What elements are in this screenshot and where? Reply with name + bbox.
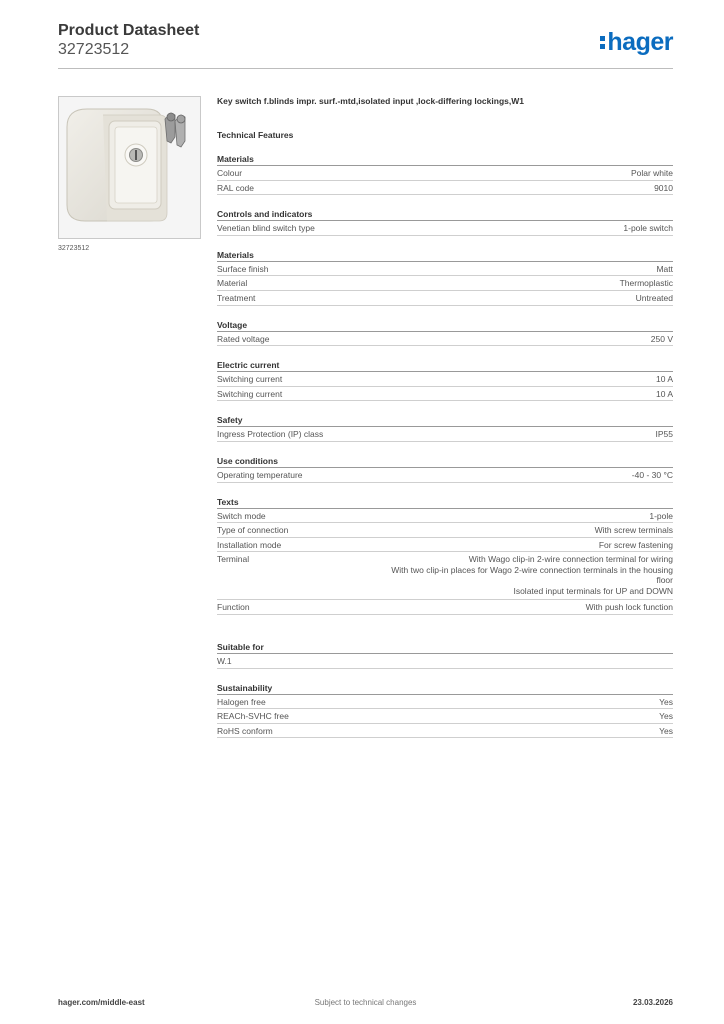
section-title: Use conditions: [217, 456, 673, 468]
spec-label: RAL code: [217, 182, 255, 193]
footer-website-link[interactable]: hager.com/middle-east: [58, 998, 145, 1007]
spec-row: [217, 221, 673, 236]
spec-label: Terminal: [217, 554, 250, 565]
spec-label: Ingress Protection (IP) class: [217, 429, 324, 440]
key-switch-icon: [59, 97, 200, 238]
spec-row: [217, 724, 673, 739]
spec-value: With screw terminals: [594, 525, 673, 536]
spec-row: [217, 468, 673, 483]
logo-dots-icon: [600, 36, 605, 49]
spec-value: [391, 554, 673, 596]
spec-value: 250 V: [650, 333, 673, 344]
section-title: Texts: [217, 497, 673, 509]
spec-row: [217, 654, 673, 669]
spec-value-line: With two clip-in places for Wago 2-wire connection terminals in the housing: [391, 564, 673, 575]
spec-row: [217, 523, 673, 538]
spec-section-materials: [217, 154, 673, 195]
spec-section-suitable-for: [217, 642, 673, 669]
spec-value-line: Isolated input terminals for UP and DOWN: [513, 585, 673, 596]
footer-date: 23.03.2026: [632, 998, 673, 1007]
spec-row: [217, 387, 673, 402]
spec-value: 1-pole switch: [623, 223, 673, 234]
section-title: Sustainability: [217, 683, 673, 695]
spec-value: Yes: [659, 725, 673, 736]
page-footer: [58, 998, 673, 1010]
spec-label: Surface finish: [217, 263, 269, 274]
spec-label: Installation mode: [217, 539, 282, 550]
spec-section-use-conditions: [217, 456, 673, 483]
spec-section-voltage: [217, 320, 673, 347]
spec-row: [217, 276, 673, 291]
spec-value-line: With Wago clip-in 2-wire connection terminal for wiring: [468, 554, 673, 565]
footer-note: Subject to technical changes: [314, 998, 417, 1007]
product-number: 32723512: [58, 41, 130, 58]
spec-label: RoHS conform: [217, 725, 273, 736]
spec-value-line: floor: [656, 575, 673, 586]
spec-section-materials-2: [217, 250, 673, 306]
product-image: [58, 96, 201, 239]
spec-row: [217, 291, 673, 306]
hager-logo: [600, 28, 673, 56]
page-header: [58, 22, 673, 69]
spec-section-electric-current: [217, 360, 673, 401]
spec-label: Function: [217, 602, 250, 613]
spec-label: Treatment: [217, 292, 256, 303]
technical-features-title: Technical Features: [217, 130, 294, 140]
product-description: Key switch f.blinds impr. surf.-mtd,isolated input ,lock-differing lockings,W1: [217, 96, 524, 106]
spec-label: Material: [217, 278, 248, 289]
section-title: Voltage: [217, 320, 673, 332]
spec-value: 10 A: [655, 374, 673, 385]
logo-text: hager: [607, 27, 673, 56]
spec-label: Type of connection: [217, 525, 289, 536]
spec-label: Colour: [217, 168, 243, 178]
spec-row: [217, 181, 673, 196]
spec-value: Matt: [656, 263, 673, 274]
spec-label: Switching current: [217, 388, 283, 399]
spec-row: [217, 262, 673, 277]
spec-value: 10 A: [655, 388, 673, 399]
spec-value: Yes: [659, 696, 673, 707]
spec-value: For screw fastening: [598, 539, 673, 550]
spec-value: -40 - 30 °C: [631, 469, 673, 480]
spec-section-sustainability: [217, 683, 673, 739]
spec-section-controls: [217, 209, 673, 236]
spec-section-texts: [217, 497, 673, 615]
spec-label: Rated voltage: [217, 333, 270, 344]
page-title: Product Datasheet: [58, 22, 200, 39]
spec-label: Halogen free: [217, 696, 266, 707]
spec-value: 1-pole: [649, 510, 673, 521]
spec-value: Thermoplastic: [619, 278, 673, 289]
spec-value: With push lock function: [585, 602, 673, 613]
spec-label: Venetian blind switch type: [217, 223, 315, 234]
spec-value: 9010: [654, 182, 673, 193]
image-caption: 32723512: [58, 245, 90, 252]
spec-value: Untreated: [635, 292, 673, 303]
spec-row: [217, 709, 673, 724]
spec-value: Yes: [659, 711, 673, 722]
spec-label: REACh-SVHC free: [217, 711, 289, 722]
spec-content: [217, 96, 673, 738]
spec-row: [217, 509, 673, 524]
spec-row-terminal: [217, 552, 673, 600]
header-divider: [58, 68, 673, 69]
spec-row: [217, 166, 673, 181]
section-title: Materials: [217, 154, 673, 166]
section-title: Safety: [217, 415, 673, 427]
section-title: Suitable for: [217, 642, 673, 654]
spec-label: W.1: [217, 655, 232, 666]
spec-row: [217, 695, 673, 710]
spec-label: Switch mode: [217, 510, 266, 521]
spec-value: IP55: [655, 429, 673, 440]
spec-row: [217, 372, 673, 387]
section-title: Electric current: [217, 360, 673, 372]
spec-row: [217, 332, 673, 347]
section-title: Controls and indicators: [217, 209, 673, 221]
spec-row: [217, 427, 673, 442]
spec-row: [217, 600, 673, 615]
spec-label: Switching current: [217, 374, 283, 385]
spec-row: [217, 538, 673, 553]
spec-section-safety: [217, 415, 673, 442]
section-title: Materials: [217, 250, 673, 262]
spec-label: Operating temperature: [217, 469, 303, 480]
spec-value: Polar white: [630, 168, 673, 178]
